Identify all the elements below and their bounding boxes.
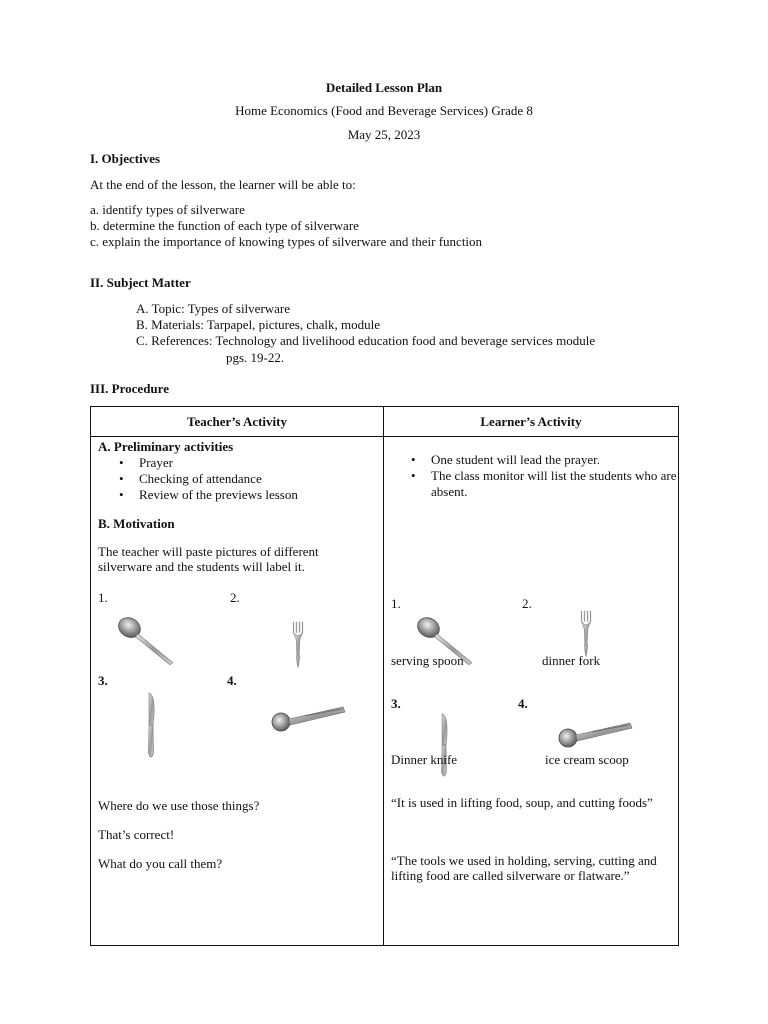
dinner-fork-icon — [289, 617, 307, 677]
picture-number: 1. — [391, 596, 401, 611]
picture-number: 4. — [518, 696, 528, 711]
preliminary-heading: A. Preliminary activities — [98, 439, 234, 454]
picture-number: 2. — [230, 590, 240, 605]
teacher-activity-cell — [91, 437, 384, 946]
subject-line: Home Economics (Food and Beverage Services) Grade 8 — [235, 103, 533, 118]
learner-activity-cell — [384, 437, 679, 946]
teacher-question: Where do we use those things? — [98, 798, 260, 813]
procedure-table — [90, 406, 679, 946]
dinner-knife-icon — [141, 691, 161, 761]
subject-matter-item: A. Topic: Types of silverware — [136, 301, 291, 316]
teacher-question: What do you call them? — [98, 856, 223, 871]
silverware-label: serving spoon — [391, 653, 464, 668]
list-item: • One student will lead the prayer. — [407, 452, 677, 468]
learner-list — [407, 452, 677, 500]
learner-answer: “The tools we used in holding, serving, cutting and lifting food are called silverware or flatware.” — [391, 853, 657, 883]
document-title: Detailed Lesson Plan — [325, 80, 443, 95]
silverware-label: Dinner knife — [391, 752, 458, 767]
list-item: • Review of the previews lesson — [115, 487, 298, 503]
motivation-heading: B. Motivation — [98, 516, 175, 531]
subject-matter-item: C. References: Technology and livelihood education food and beverage services module — [136, 333, 596, 348]
teacher-activity-header: Teacher’s Activity — [91, 407, 384, 437]
list-item: • Checking of attendance — [115, 471, 298, 487]
objective-item: a. identify types of silverware — [90, 202, 245, 217]
learner-answer: “It is used in lifting food, soup, and cutting foods” — [391, 795, 653, 810]
references-pages: pgs. 19-22. — [226, 350, 285, 365]
dinner-knife-icon — [434, 712, 454, 780]
picture-number: 3. — [98, 673, 108, 688]
objective-item: c. explain the importance of knowing types of silverware and their function — [90, 234, 483, 249]
list-item: • Prayer — [115, 455, 298, 471]
picture-number: 3. — [391, 696, 401, 711]
list-item: • The class monitor will list the students who are absent. — [407, 468, 677, 500]
teacher-feedback: That’s correct! — [98, 827, 175, 842]
picture-number: 4. — [227, 673, 237, 688]
preliminary-list — [115, 455, 298, 503]
motivation-text: The teacher will paste pictures of different silverware and the students will label it. — [98, 544, 319, 574]
learner-activity-header: Learner’s Activity — [384, 407, 679, 437]
ice-cream-scoop-icon — [269, 703, 349, 733]
procedure-heading: III. Procedure — [90, 381, 169, 396]
objectives-heading: I. Objectives — [90, 151, 161, 166]
objectives-intro: At the end of the lesson, the learner will be able to: — [90, 177, 356, 192]
picture-number: 1. — [98, 590, 108, 605]
silverware-label: ice cream scoop — [545, 752, 629, 767]
subject-matter-item: B. Materials: Tarpapel, pictures, chalk, module — [136, 317, 380, 332]
date-line: May 25, 2023 — [347, 127, 421, 142]
silverware-label: dinner fork — [542, 653, 601, 668]
serving-spoon-icon — [115, 615, 177, 667]
picture-number: 2. — [522, 596, 532, 611]
subject-matter-heading: II. Subject Matter — [90, 275, 191, 290]
ice-cream-scoop-icon — [556, 719, 636, 749]
objective-item: b. determine the function of each type of silverware — [90, 218, 359, 233]
